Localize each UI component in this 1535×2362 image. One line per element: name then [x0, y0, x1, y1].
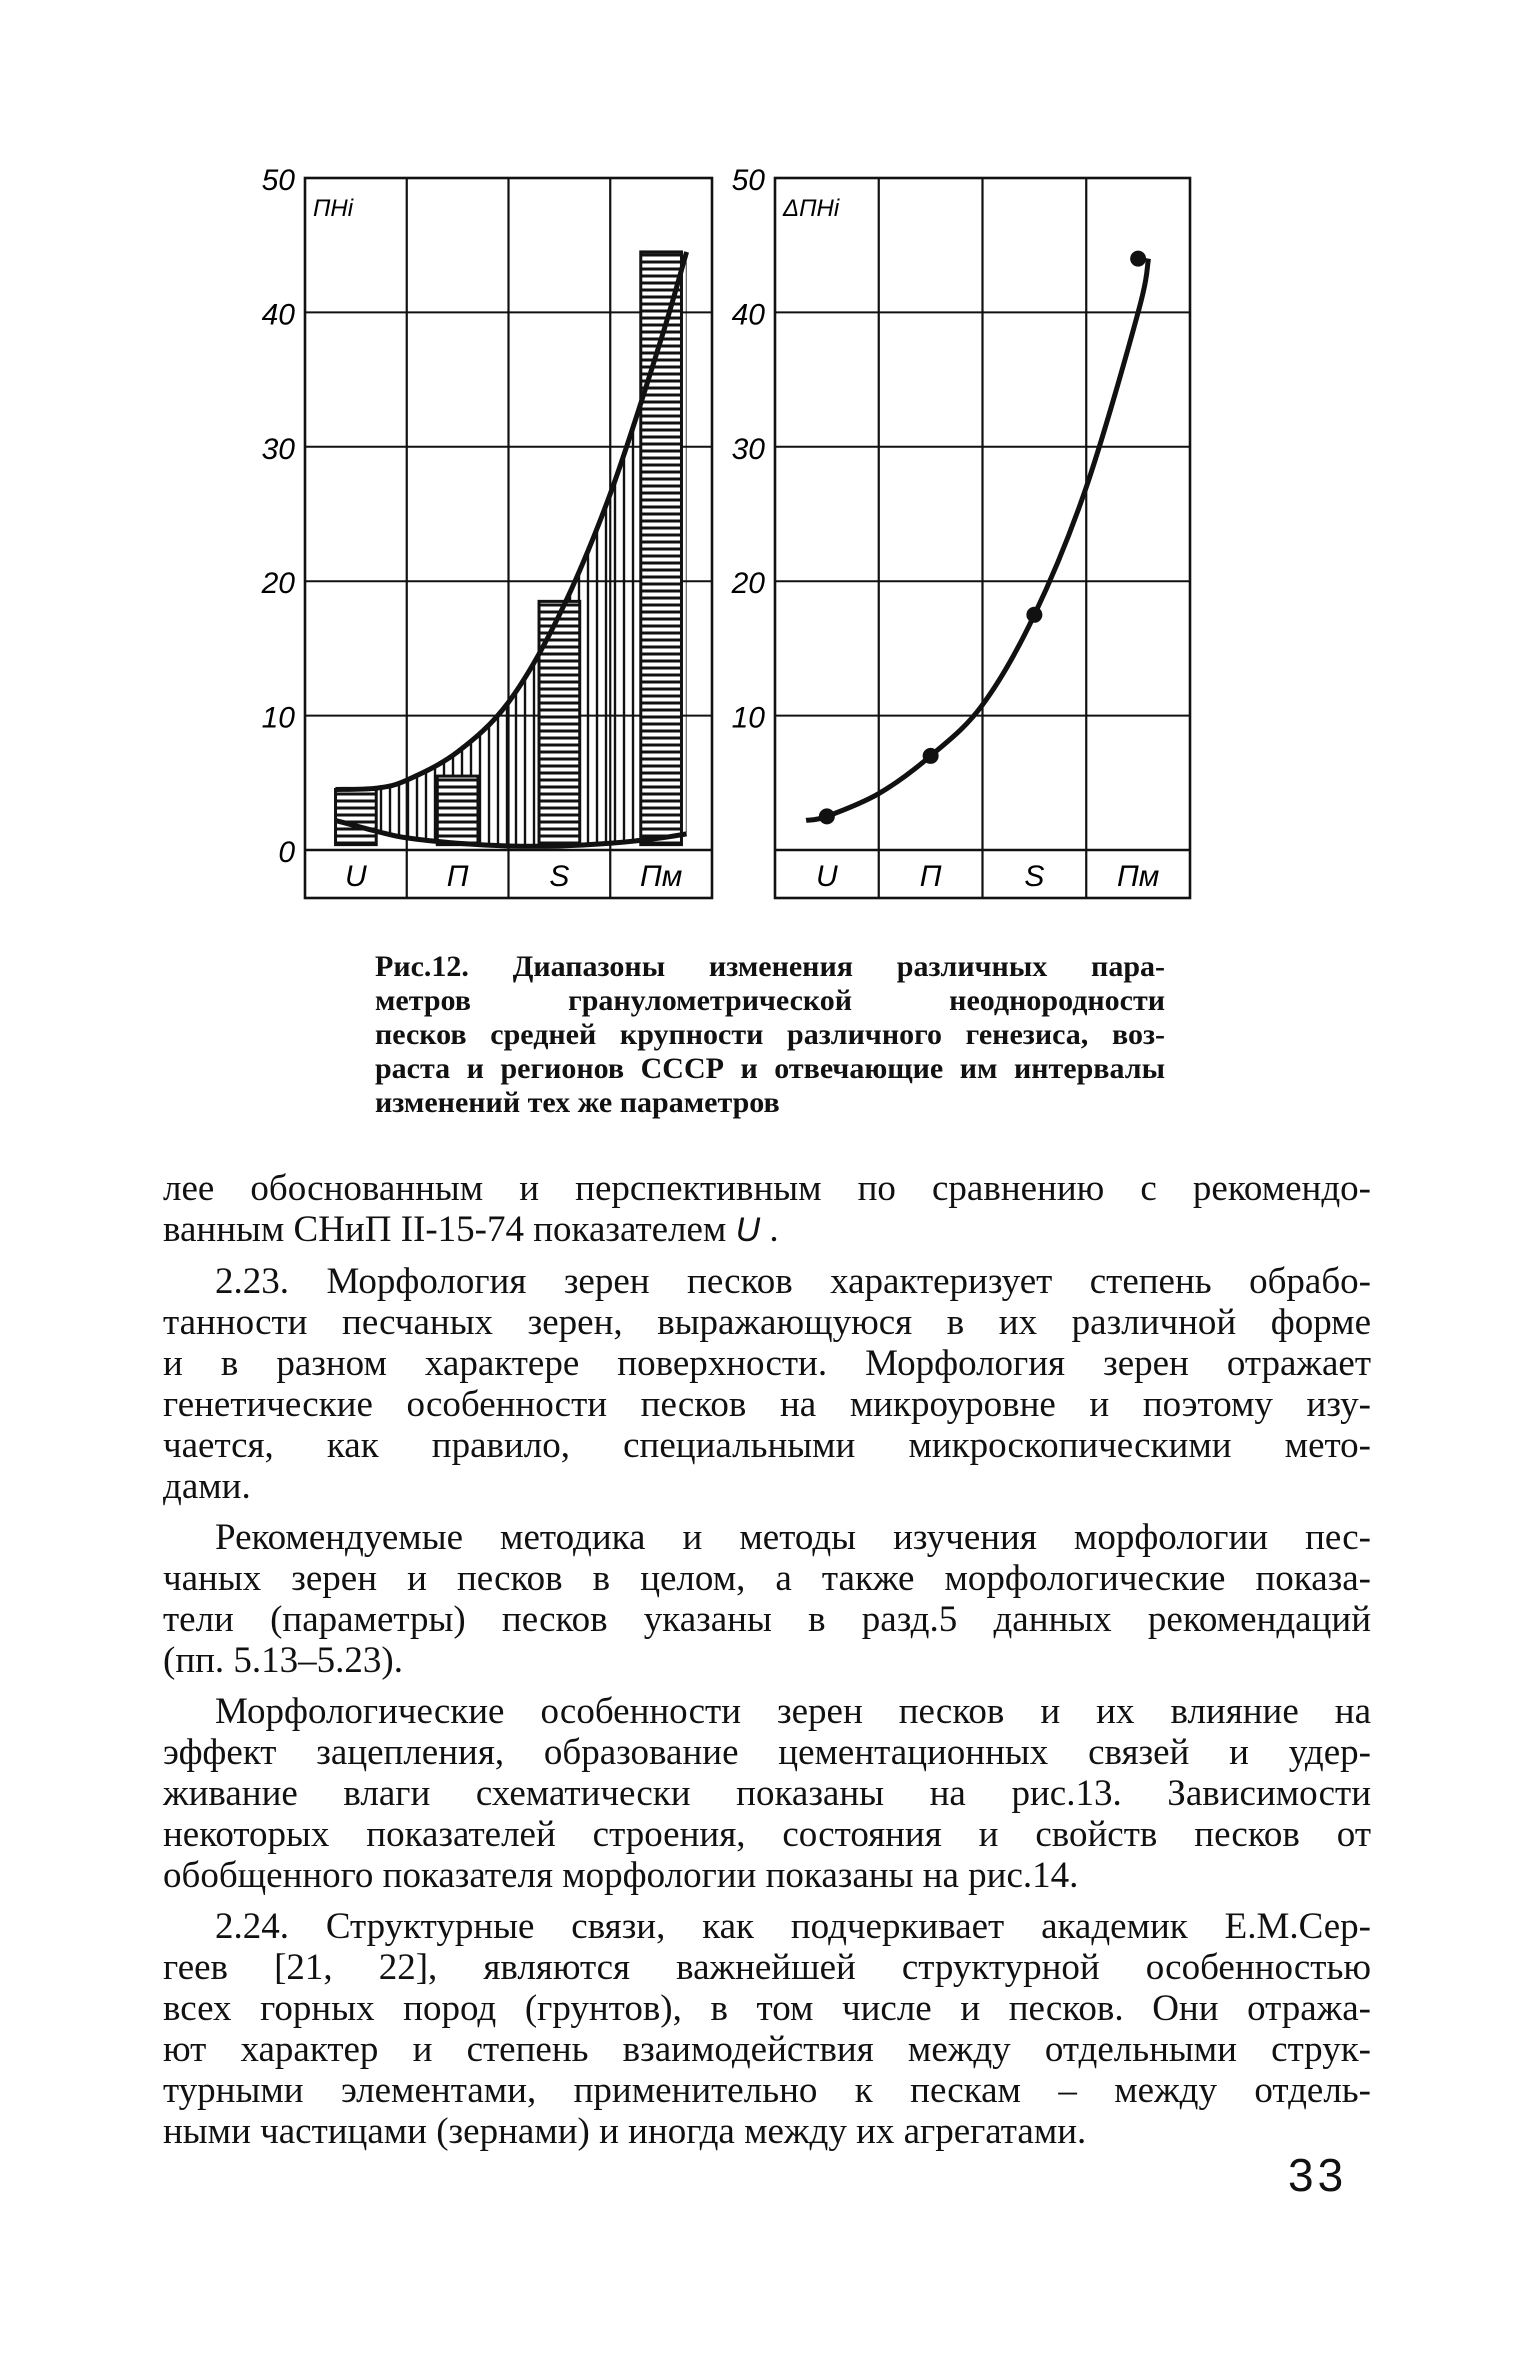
y-tick-label: 40 — [261, 298, 295, 332]
text-line: 2.23. Морфология зерен песков характеризует степень обрабо- — [215, 1261, 1371, 1302]
text-line: живание влаги схематически показаны на рис.13. Зависимости — [163, 1773, 1371, 1814]
figure-caption — [375, 950, 1165, 1120]
bar — [336, 790, 377, 845]
category-label: Пм — [1116, 860, 1160, 893]
text-line: некоторых показателей строения, состояния и свойств песков от — [163, 1814, 1371, 1855]
data-point — [819, 808, 835, 824]
y-tick-label: 10 — [731, 701, 765, 735]
data-point — [1130, 251, 1146, 267]
caption-line: метров гранулометрической неоднородности — [375, 984, 1165, 1017]
y-tick-label: 50 — [261, 164, 295, 197]
text-line: генетические особенности песков на микроуровне и поэтому изу- — [163, 1384, 1371, 1425]
text-line: Рекомендуемые методика и методы изучения морфологии пес- — [215, 1517, 1371, 1558]
caption-line: песков средней крупности различного генезиса, воз- — [375, 1018, 1165, 1051]
category-label: S — [1024, 860, 1045, 893]
category-label: U — [345, 860, 367, 893]
text-line: эффект зацепления, образование цементационных связей и удер- — [163, 1732, 1371, 1773]
y-tick-label: 20 — [731, 567, 765, 601]
text-line: чаных зерен и песков в целом, а также морфологические показа- — [163, 1558, 1371, 1599]
paragraph-1 — [163, 1168, 1371, 1251]
bar — [437, 776, 478, 845]
category-label: П — [919, 860, 942, 893]
chart-left-pni — [261, 164, 712, 898]
figure-12 — [0, 0, 1535, 940]
text-line: всех горных пород (грунтов), в том числе и песков. Они отража- — [163, 1988, 1371, 2029]
data-point — [923, 748, 939, 764]
trend-curve — [806, 259, 1148, 821]
category-label: U — [816, 860, 838, 893]
symbol-u: U — [735, 1211, 761, 1249]
body-text — [163, 1168, 1371, 2162]
caption-line: Рис.12. Диапазоны изменения различных пара- — [375, 950, 1165, 983]
y-tick-label: 30 — [261, 432, 295, 466]
category-label: S — [549, 860, 570, 893]
y-tick-label: 40 — [731, 298, 765, 332]
text-line: 2.24. Структурные связи, как подчеркивает академик Е.М.Сер- — [215, 1906, 1371, 1947]
text-line: обобщенного показателя морфологии показаны на рис.14. — [163, 1855, 1079, 1896]
text-line: танности песчаных зерен, выражающуюся в их различной форме — [163, 1302, 1371, 1343]
paragraph-2-23 — [163, 1261, 1371, 1507]
caption-line: изменений тех же параметров — [375, 1086, 780, 1119]
text-line: ными частицами (зернами) и иногда между их агрегатами. — [163, 2111, 1087, 2152]
paragraph-2-24 — [163, 1906, 1371, 2152]
y-tick-label: 20 — [261, 567, 295, 601]
text-line: чается, как правило, специальными микроскопическими мето- — [163, 1425, 1371, 1466]
y-tick-label: 30 — [731, 432, 765, 466]
text-line: ванным СНиП II-15-74 показателем U . — [163, 1209, 779, 1250]
data-point — [1026, 607, 1042, 623]
chart-right-delta-pni — [731, 164, 1190, 898]
text-line: (пп. 5.13–5.23). — [163, 1640, 403, 1681]
paragraph-3 — [163, 1517, 1371, 1681]
page-number: 33 — [1288, 2149, 1348, 2201]
y-axis-label: ПНi — [313, 195, 354, 222]
text-line: и в разном характере поверхности. Морфология зерен отражает — [163, 1343, 1371, 1384]
range-hatch-region — [336, 252, 687, 846]
paragraph-4 — [163, 1691, 1371, 1896]
y-tick-label: 50 — [731, 164, 765, 197]
category-label: Пм — [639, 860, 683, 893]
y-axis-label: ΔПНi — [783, 195, 840, 222]
text-line: дами. — [163, 1466, 251, 1507]
text-line: тели (параметры) песков указаны в разд.5 данных рекомендаций — [163, 1599, 1371, 1640]
category-label: П — [446, 860, 469, 893]
caption-line: раста и регионов СССР и отвечающие им интервалы — [375, 1052, 1165, 1085]
y-tick-label: 0 — [278, 836, 295, 869]
text-line: ют характер и степень взаимодействия между отдельными струк- — [163, 2029, 1371, 2070]
text-line: геев [21, 22], являются важнейшей структурной особенностью — [163, 1947, 1371, 1988]
y-tick-label: 10 — [261, 701, 295, 735]
text-line: лее обоснованным и перспективным по сравнению с рекомендо- — [163, 1168, 1371, 1209]
text-line: Морфологические особенности зерен песков и их влияние на — [215, 1691, 1371, 1732]
text-line: турными элементами, применительно к пескам – между отдель- — [163, 2070, 1371, 2111]
